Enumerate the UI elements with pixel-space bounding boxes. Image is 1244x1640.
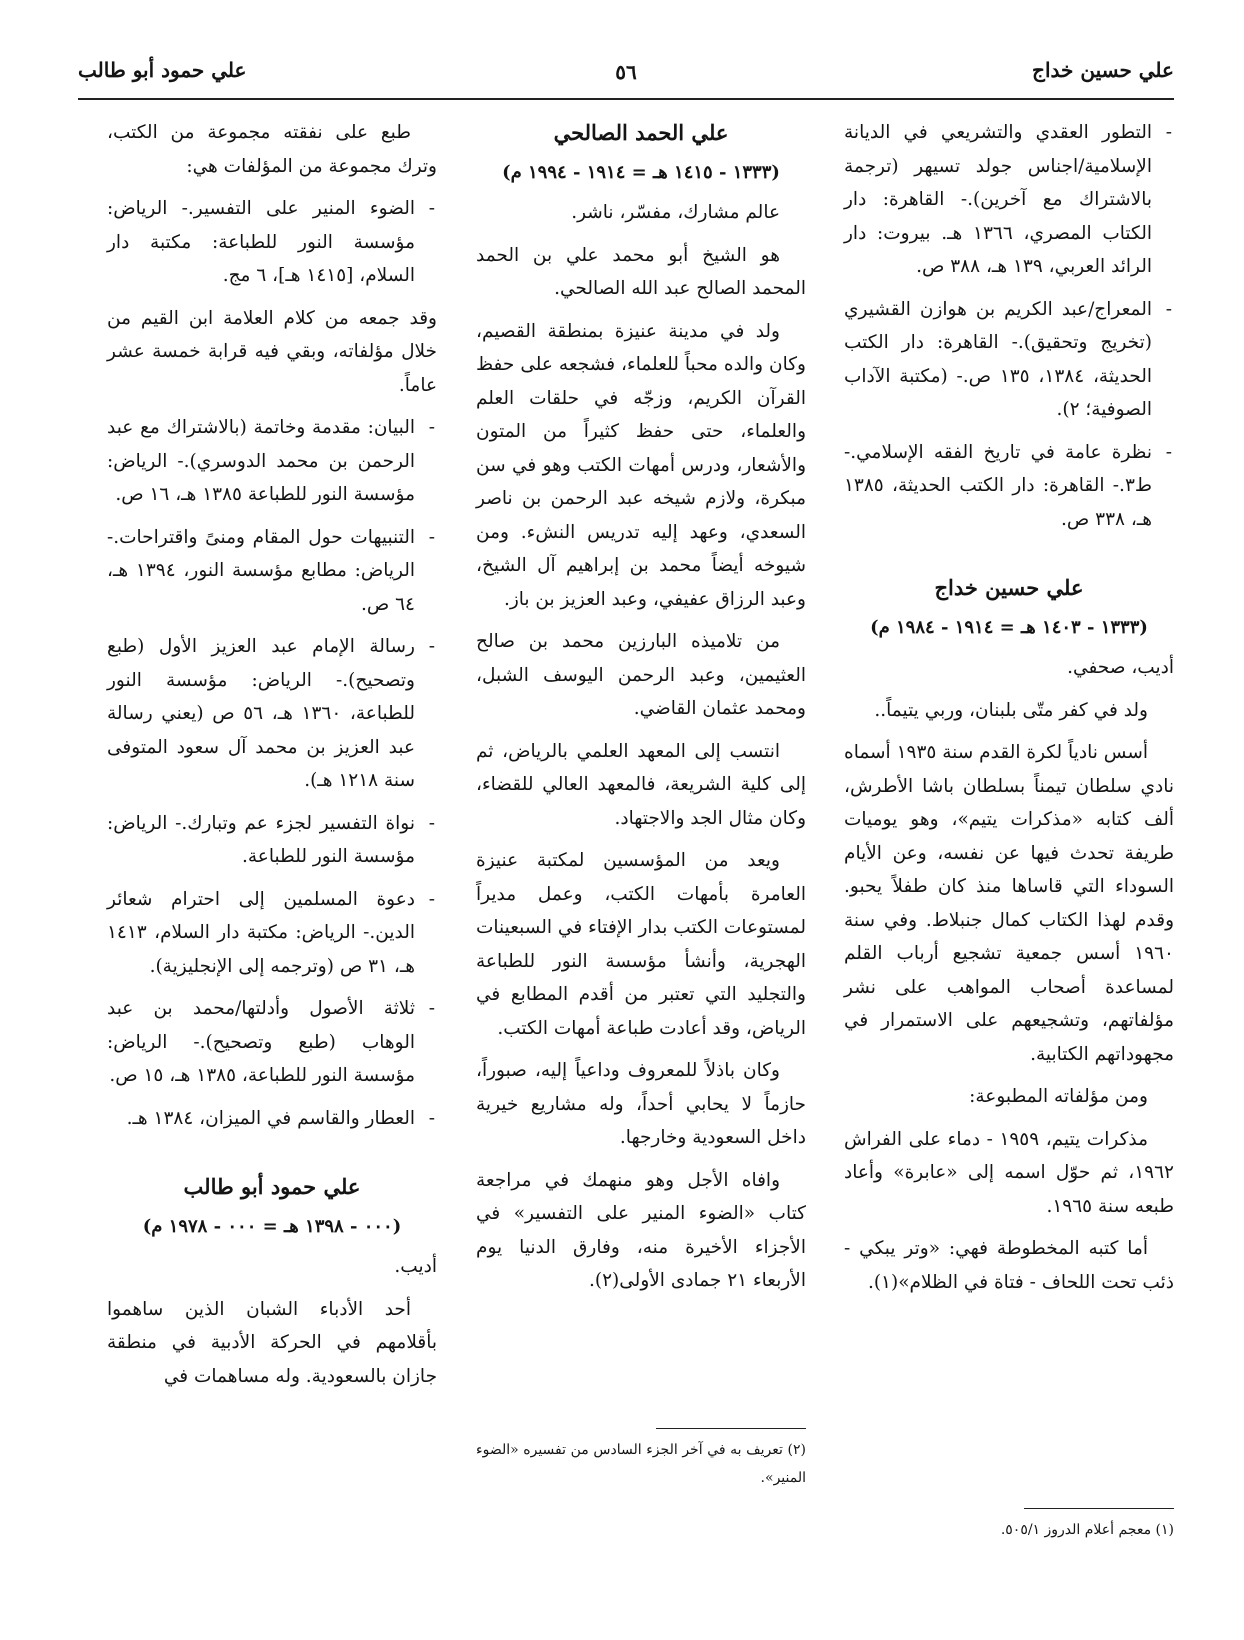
footnote-rule [656,1428,806,1429]
bibliography-item: - المعراج/عبد الكريم بن هوازن القشيري (تخريج وتحقيق).- القاهرة: دار الكتب الحديثة، ١٣٨٤، ١٣٥ ص.- (مكتبة الآداب الصوفية؛ ٢). [844,293,1174,427]
column-left [107,116,437,1402]
bibliography-item: - الضوء المنير على التفسير.- الرياض: مؤسسة النور للطباعة: مكتبة دار السلام، [١٤١٥ هـ]، ٦ مج. [107,192,437,293]
page-header [78,50,1174,96]
paragraph: ومن مؤلفاته المطبوعة: [969,1086,1148,1107]
paragraph: ويعد من المؤسسين لمكتبة عنيزة العامرة بأمهات الكتب، وعمل مديراً لمستوعات الكتب بدار الإفتاء في السبعينات الهجرية، وأنشأ مؤسسة النور للطباعة والتجليد التي تعتبر من أقدم المطابع في الرياض، وقد أعادت طباعة أمهات الكتب. [476,850,806,1039]
paragraph: عالم مشارك، مفسّر، ناشر. [571,202,780,223]
bibliography-item: - العطار والقاسم في الميزان، ١٣٨٤ هـ. [107,1102,437,1136]
running-title-right: علي حسين خداج [1032,58,1174,82]
paragraph: طبع على نفقته مجموعة من الكتب، وترك مجموعة من المؤلفات هي: [107,122,437,177]
paragraph: ولد في كفر متّى بلبنان، وربي يتيماً.. [874,699,1148,721]
bibliography-list [844,116,1174,536]
page-number: ٥٦ [615,60,637,84]
paragraph: أما كتبه المخطوطة فهي: «وتر يبكي - ذئب تحت اللحاف - فتاة في الظلام»(١). [844,1238,1174,1293]
footnote: (٢) تعريف به في آخر الجزء السادس من تفسيره «الضوء المنير». [476,1442,806,1486]
paragraph: أسس نادياً لكرة القدم سنة ١٩٣٥ أسماه نادي سلطان تيمناً بسلطان باشا الأطرش، ألف كتابه «مذكرات يتيم»، وهو يوميات طريفة تحدث فيها عن نفسه، وعن الأيام السوداء التي قاساها منذ كان طفلاً يحبو. وقدم لهذا الكتاب كمال جنبلاط. وفي سنة ١٩٦٠ أسس جمعية تشجيع أرباب القلم لمساعدة أصحاب المواهب على نشر مؤلفاتهم، وتشجيعهم على الاستمرار في مجهوداتهم الكتابية. [844,742,1174,1065]
paragraph: ولد في مدينة عنيزة بمنطقة القصيم، وكان والده محباً للعلماء، فشجعه على حفظ القرآن الكريم، وزجّه في حلقات العلم والعلماء، حتى حفظ كثيراً من المتون والأشعار، ودرس أمهات الكتب وهو في سن مبكرة، ولازم شيخه عبد الرحمن بن ناصر السعدي، وعهد إليه تدريس النشء. ومن شيوخه أيضاً محمد بن إبراهيم آل الشيخ، وعبد الرزاق عفيفي، وعبد العزيز بن باز. [476,320,806,610]
biography-title: علي حسين خداج [934,575,1084,600]
section-gap [107,1144,437,1170]
footnote-rule [1024,1508,1174,1509]
bibliography-item: - ثلاثة الأصول وأدلتها/محمد بن عبد الوهاب (طبع وتصحيح).- الرياض: مؤسسة النور للطباعة، ١٣٨٥ هـ، ١٥ ص. [107,992,437,1093]
bibliography-item: - رسالة الإمام عبد العزيز الأول (طبع وتصحيح).- الرياض: مؤسسة النور للطباعة، ١٣٦٠ هـ، ٥٦ ص (يعني رسالة عبد العزيز بن محمد آل سعود المتوفى سنة ١٢١٨ هـ). [107,630,437,798]
biography-title: علي الحمد الصالحي [553,120,729,145]
biography-title: علي حمود أبو طالب [183,1174,361,1199]
bibliography-list [107,411,437,1135]
paragraph: وكان باذلاً للمعروف وداعياً إليه، صبوراً، حازماً لا يحابي أحداً، وله مشاريع خيرية داخل السعودية وخارجها. [476,1060,806,1148]
paragraph: وافاه الأجل وهو منهمك في مراجعة كتاب «الضوء المنير على التفسير» في الأجزاء الأخيرة منه، وفارق الدنيا يوم الأربعاء ٢١ جمادى الأولى(٢). [476,1169,806,1291]
paragraph: هو الشيخ أبو محمد علي بن الحمد المحمد الصالح عبد الله الصالحي. [476,244,806,299]
biography-dates: (١٣٣٣ - ١٤٠٣ هـ = ١٩١٤ - ١٩٨٤ م) [870,617,1148,638]
bibliography-list [107,192,437,293]
section-gap [844,545,1174,571]
paragraph: وقد جمعه من كلام العلامة ابن القيم من خلال مؤلفاته، وبقي فيه قرابة خمسة عشر عاماً. [107,307,437,396]
column-middle [476,116,806,1307]
paragraph: أحد الأدباء الشبان الذين ساهموا بأقلامهم في الحركة الأدبية في منطقة جازان بالسعودية. وله مساهمات في [107,1298,437,1387]
bibliography-item: - التطور العقدي والتشريعي في الديانة الإسلامية/اجناس جولد تسيهر (ترجمة بالاشتراك مع آخرين).- القاهرة: دار الكتاب المصري، ١٣٦٦ هـ. بيروت: دار الرائد العربي، ١٣٩ هـ، ٣٨٨ ص. [844,116,1174,284]
paragraph: مذكرات يتيم، ١٩٥٩ - دماء على الفراش ١٩٦٢، ثم حوّل اسمه إلى «عابرة» وأعاد طبعه سنة ١٩٦٥. [844,1128,1174,1217]
bibliography-item: - نواة التفسير لجزء عم وتبارك.- الرياض: مؤسسة النور للطباعة. [107,807,437,874]
paragraph: أديب. [394,1256,437,1277]
running-title-left: علي حمود أبو طالب [78,58,247,82]
column-right [844,116,1174,1308]
bibliography-item: - نظرة عامة في تاريخ الفقه الإسلامي.- ط٣.- القاهرة: دار الكتب الحديثة، ١٣٨٥ هـ، ٣٣٨ ص. [844,436,1174,537]
biography-dates: (٠٠٠ - ١٣٩٨ هـ = ٠٠٠ - ١٩٧٨ م) [142,1216,402,1237]
bibliography-item: - التنبيهات حول المقام ومنىً واقتراحات.- الرياض: مطابع مؤسسة النور، ١٣٩٤ هـ، ٦٤ ص. [107,521,437,622]
paragraph: انتسب إلى المعهد العلمي بالرياض، ثم إلى كلية الشريعة، فالمعهد العالي للقضاء، وكان مثال الجد والاجتهاد. [476,740,806,829]
header-rule [78,98,1174,100]
paragraph: أديب، صحفي. [1067,657,1174,678]
bibliography-item: - دعوة المسلمين إلى احترام شعائر الدين.- الرياض: مكتبة دار السلام، ١٤١٣ هـ، ٣١ ص (وترجمه إلى الإنجليزية). [107,883,437,984]
bibliography-item: - البيان: مقدمة وخاتمة (بالاشتراك مع عبد الرحمن بن محمد الدوسري).- الرياض: مؤسسة النور للطباعة ١٣٨٥ هـ، ١٦ ص. [107,411,437,512]
footnote: (١) معجم أعلام الدروز ٥٠٥/١. [1000,1522,1174,1538]
biography-dates: (١٣٣٣ - ١٤١٥ هـ = ١٩١٤ - ١٩٩٤ م) [502,162,780,183]
paragraph: من تلاميذه البارزين محمد بن صالح العثيمين، وعبد الرحمن اليوسف الشبل، ومحمد عثمان القاضي. [476,631,806,719]
